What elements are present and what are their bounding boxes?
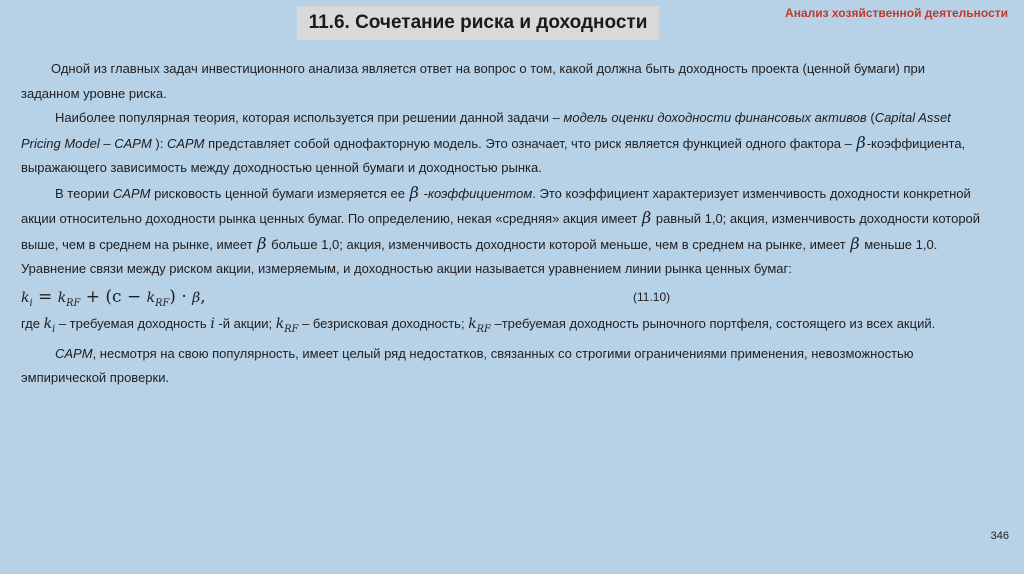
course-name: Анализ хозяйственной деятельности xyxy=(785,6,1008,20)
paragraph-5: CAPM, несмотря на свою популярность, имеет целый ряд недостатков, связанных со строгими ограничениями применения, невозможностью эмпирической проверки. xyxy=(21,345,914,386)
slide-content xyxy=(21,57,981,391)
paragraph-2: Наиболее популярная теория, которая используется при решении данной задачи – модель оценки доходности финансовых активов (Capital Asset Pricing Model – CAPM ): CAPM представляет собой однофакторную модель. Это означает, что риск является функцией одного фактора – β-коэффициента, выражающего зависимость между доходностью ценной бумаги и доходностью рынка. xyxy=(21,110,966,175)
paragraph-3: В теории CAPM рисковость ценной бумаги измеряется ее β -коэффициентом. Это коэффициент характеризует изменчивость доходности конкретной акции относительно доходности рынка ценных бумаг. По определению, некая «средняя» акция имеет β равный 1,0; акция, изменчивость доходности которой выше, чем в среднем на рынке, имеет β больше 1,0; акция, изменчивость доходности которой меньше, чем в среднем на рынке, имеет β меньше 1,0. Уравнение связи между риском акции, измеряемым, и доходностью акции называется уравнением линии рынка ценных бумаг: xyxy=(21,182,981,276)
beta-symbol: β xyxy=(257,233,267,253)
capm-formula: $k_i = k_{RF} + (c - k_{RF}) \cdot \beta$, (11.10) xyxy=(21,282,981,312)
beta-symbol: β xyxy=(409,182,419,202)
paragraph-1: Одной из главных задач инвестиционного анализа является ответ на вопрос о том, какой должна быть доходность проекта (ценной бумаги) при заданном уровне риска. xyxy=(21,61,926,101)
beta-symbol: β xyxy=(856,132,866,152)
page-number: 346 xyxy=(990,530,1009,542)
beta-symbol: β xyxy=(850,233,860,253)
beta-symbol: β xyxy=(641,208,652,227)
slide-title: 11.6. Сочетание риска и доходности xyxy=(297,6,659,40)
paragraph-4: где $k_i$ – требуемая доходность i -й акции; $k_{RF}$ – безрисковая доходность; $k_{RF}$ –требуемая доходность рыночного портфеля, состоящего из всех акций. xyxy=(21,315,936,335)
formula-number: (11.10) xyxy=(633,289,671,304)
